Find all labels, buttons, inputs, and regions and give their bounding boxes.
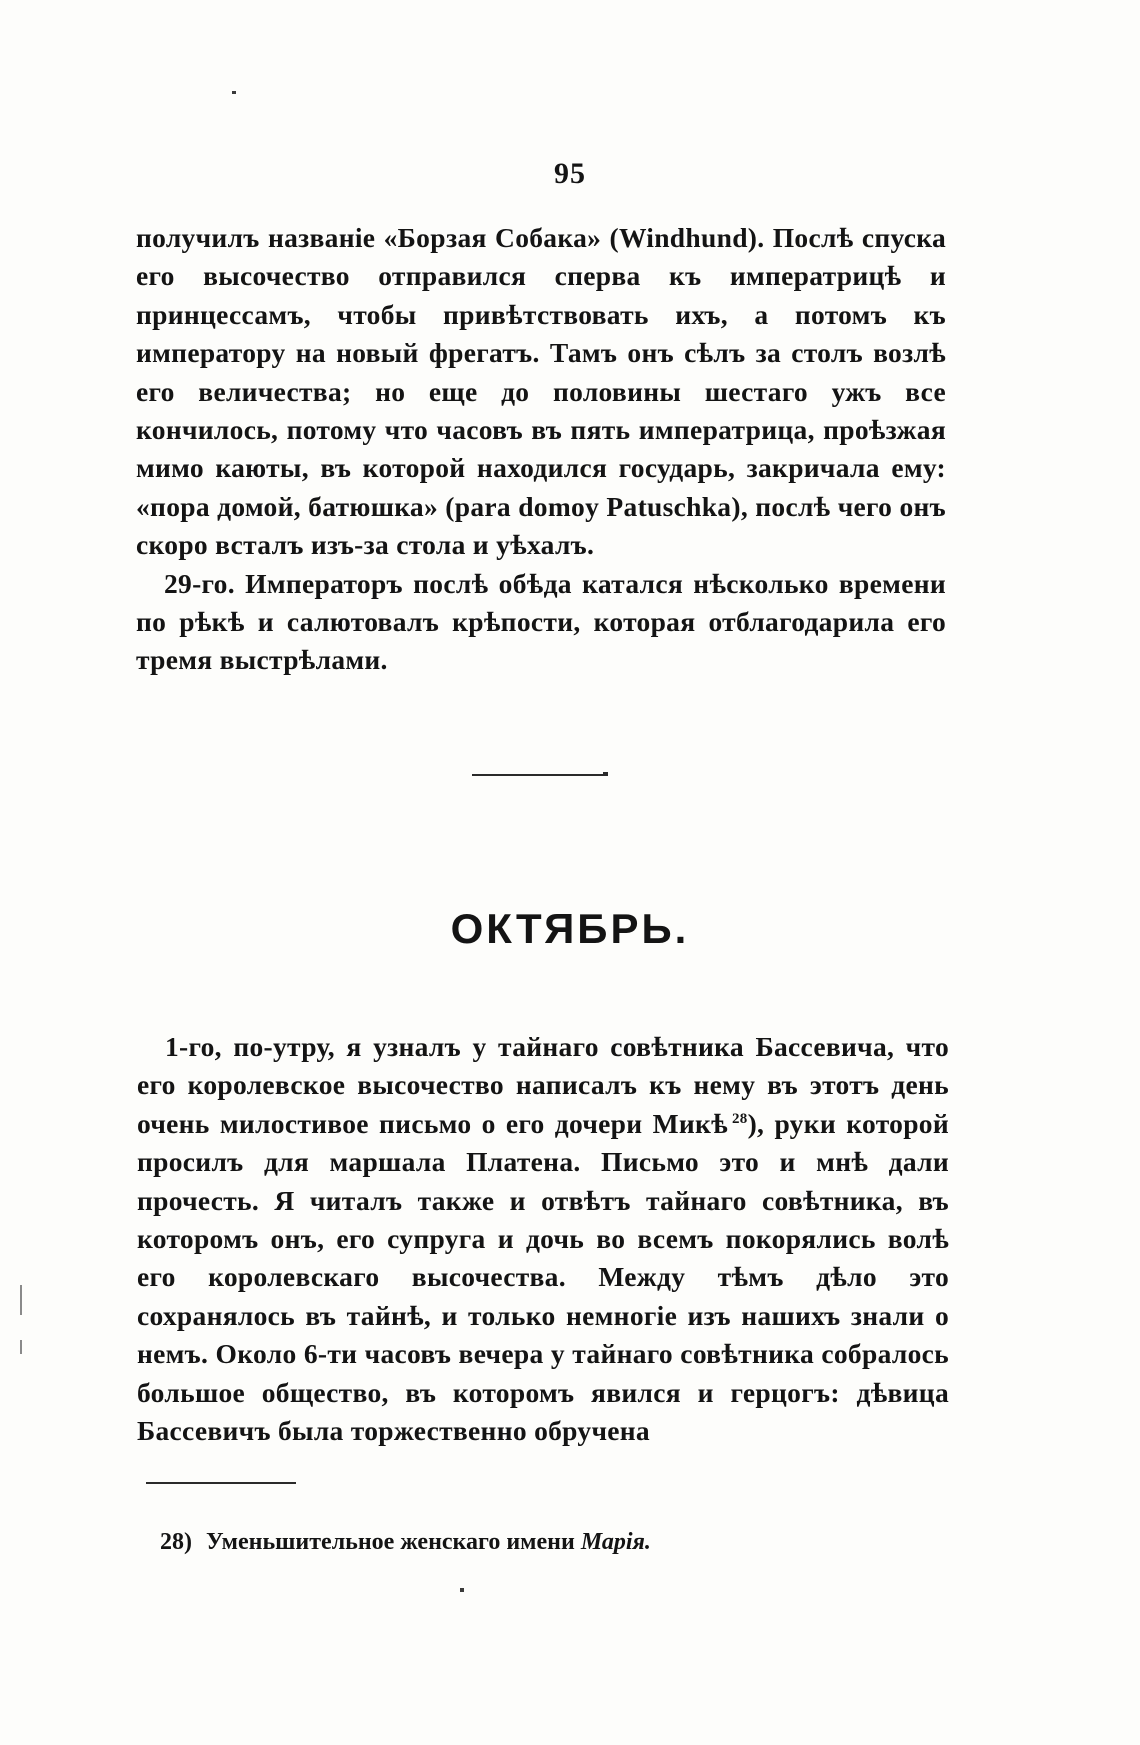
footnote-number: 28) xyxy=(160,1529,192,1555)
footnote xyxy=(160,1526,960,1558)
separator-end-mark xyxy=(603,772,608,776)
paragraph-1st-start: 1-го, по-утру, я узналъ у тайнаго совѣтника Бассевича, что его королевское высочество написалъ къ нему въ этотъ день очень милостивое письмо о его дочери Микѣ xyxy=(137,1031,949,1139)
scan-speck xyxy=(232,91,236,94)
footnote-term: Марія. xyxy=(580,1529,651,1555)
chapter-title: ОКТЯБРЬ. xyxy=(450,905,690,952)
scan-speck xyxy=(460,1588,464,1592)
paragraph-29th: 29-го. Императоръ послѣ обѣда катался нѣсколько времени по рѣкѣ и салютовалъ крѣпости, которая отблагодарила его тремя выстрѣлами. xyxy=(136,567,946,676)
paragraph-windhund: получилъ названіе «Борзая Собака» (Windhund). Послѣ спуска его высочество отправился сперва къ императрицѣ и принцессамъ, чтобы привѣтствовать ихъ, а потомъ къ императору на новый фрегатъ. Тамъ онъ сѣлъ за столъ возлѣ его величества; но еще до половины шестаго ужъ все кончилось, потому что часовъ въ пять императрица, проѣзжая мимо каюты, въ которой находился государь, закричала ему: «пора домой, батюшка» (para domoy Patuschka), послѣ чего онъ скоро всталъ изъ-за стола и уѣхалъ. xyxy=(136,222,946,561)
page-number: 95 xyxy=(554,157,586,190)
section-separator xyxy=(472,774,606,776)
footnote-text: Уменьшительное женскаго имени xyxy=(206,1529,575,1555)
text-block-october xyxy=(137,1028,949,1450)
footnote-rule xyxy=(146,1482,296,1484)
scan-edge-mark xyxy=(20,1340,22,1354)
scan-edge-mark xyxy=(20,1285,22,1315)
paragraph-1st xyxy=(137,1028,949,1450)
paragraph-1st-end: ), руки которой просилъ для маршала Платена. Письмо это и мнѣ дали прочесть. Я читалъ также и отвѣтъ тайнаго совѣтника, въ которомъ онъ, его супруга и дочь во всемъ покорялись волѣ его королевскаго высочества. Между тѣмъ дѣло это сохранялось въ тайнѣ, и только немногіе изъ нашихъ знали о немъ. Около 6-ти часовъ вечера у тайнаго совѣтника собралось большое общество, въ которомъ явился и герцогъ: дѣвица Бассевичъ была торжественно обручена xyxy=(137,1107,949,1447)
footnote-reference: 28 xyxy=(731,1110,748,1127)
text-block-top xyxy=(136,219,946,680)
